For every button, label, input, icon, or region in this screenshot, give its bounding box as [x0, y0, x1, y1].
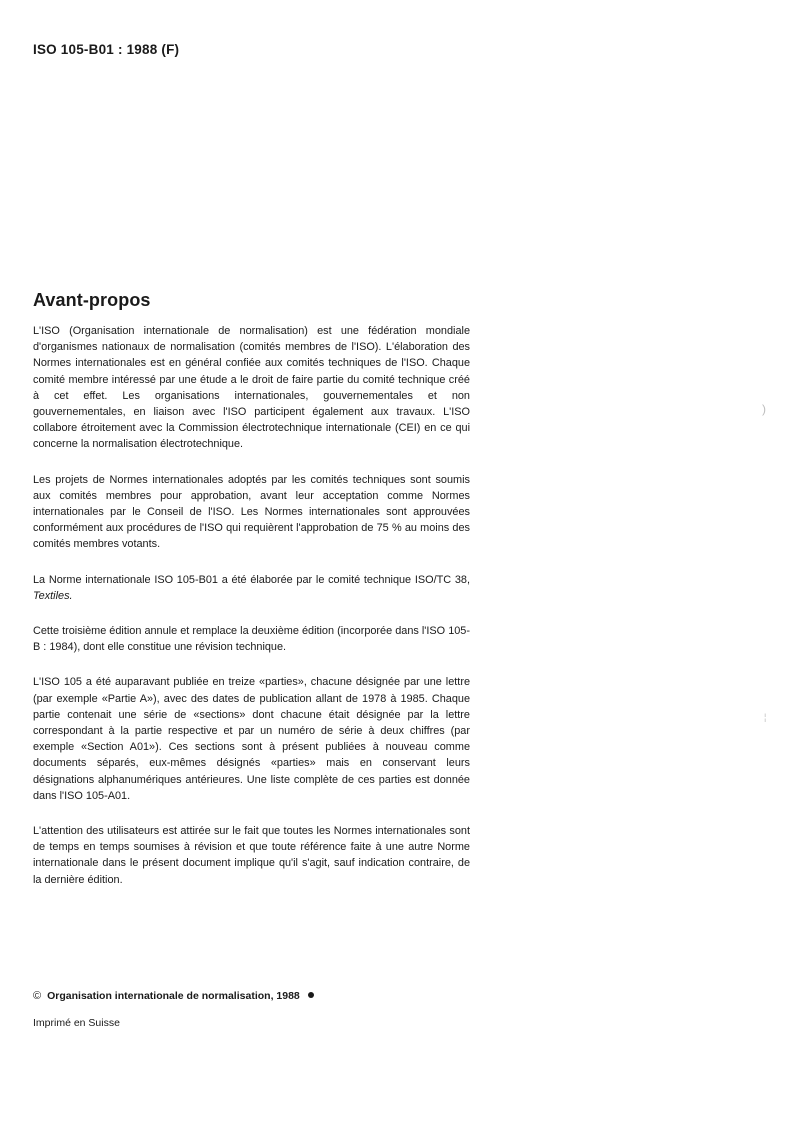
scan-artifact-icon: ) — [762, 402, 766, 416]
foreword-body — [33, 323, 470, 907]
paragraph-history: L'ISO 105 a été auparavant publiée en treize «parties», chacune désignée par une lettre (par exemple «Partie A»), avec des dates de publication allant de 1978 à 1985. Chaque partie contenait une série de «sections» dont chacune était désignée par la lettre correspondant à la partie respective et par un numéro de série à deux chiffres (par exemple «Section A01»). Ces sections sont à présent publiées à nouveau comme documents séparés, eux-mêmes désignés «parties» mais en conservant leurs désignations alphanumériques antérieures. Une liste complète de ces parties est donnée dans l'ISO 105-A01. — [33, 676, 470, 802]
paragraph-revision-notice: L'attention des utilisateurs est attirée sur le fait que toutes les Normes internationales sont de temps en temps soumises à révision et que toute référence faite à une autre Norme internationale dans le présent document implique qu'il s'agit, sauf indication contraire, de la dernière édition. — [33, 825, 470, 886]
paragraph-committee-text: La Norme internationale ISO 105-B01 a été élaborée par le comité technique ISO/TC 38, — [33, 573, 470, 586]
bullet-icon — [308, 992, 314, 998]
scan-artifact-icon: ¦ — [764, 712, 767, 722]
section-title: Avant-propos — [33, 290, 151, 310]
paragraph-draft-approval: Les projets de Normes internationales adoptés par les comités techniques sont soumis aux comités membres pour approbation, avant leur acceptation comme Normes internationales par le Conseil de l'ISO. Les Normes internationales sont approuvées conformément aux procédures de l'ISO qui requièrent l'approbation de 75 % au moins des comités membres votants. — [33, 473, 470, 551]
copyright-line — [33, 990, 314, 1002]
paragraph-committee-italic: Textiles. — [33, 589, 73, 602]
copyright-icon: © — [33, 990, 42, 1002]
document-reference: ISO 105-B01 : 1988 (F) — [33, 42, 180, 57]
printed-location: Imprimé en Suisse — [33, 1017, 120, 1029]
paragraph-committee — [33, 572, 470, 604]
paragraph-iso-intro: L'ISO (Organisation internationale de normalisation) est une fédération mondiale d'organismes nationaux de normalisation (comités membres de l'ISO). L'élaboration des Normes internationales est en général confiée aux comités techniques de l'ISO. Chaque comité membre intéressé par une étude a le droit de faire partie du comité technique créé à cet effet. Les organisations internationales, gouvernementales et non gouvernementales, en liaison avec l'ISO participent également aux travaux. L'ISO collabore étroitement avec la Commission électrotechnique internationale (CEI) en ce qui concerne la normalisation électrotechnique. — [33, 325, 470, 451]
paragraph-edition: Cette troisième édition annule et remplace la deuxième édition (incorporée dans l'ISO 105-B : 1984), dont elle constitue une révision technique. — [33, 625, 470, 654]
copyright-organisation: Organisation internationale de normalisation, 1988 — [47, 990, 300, 1002]
